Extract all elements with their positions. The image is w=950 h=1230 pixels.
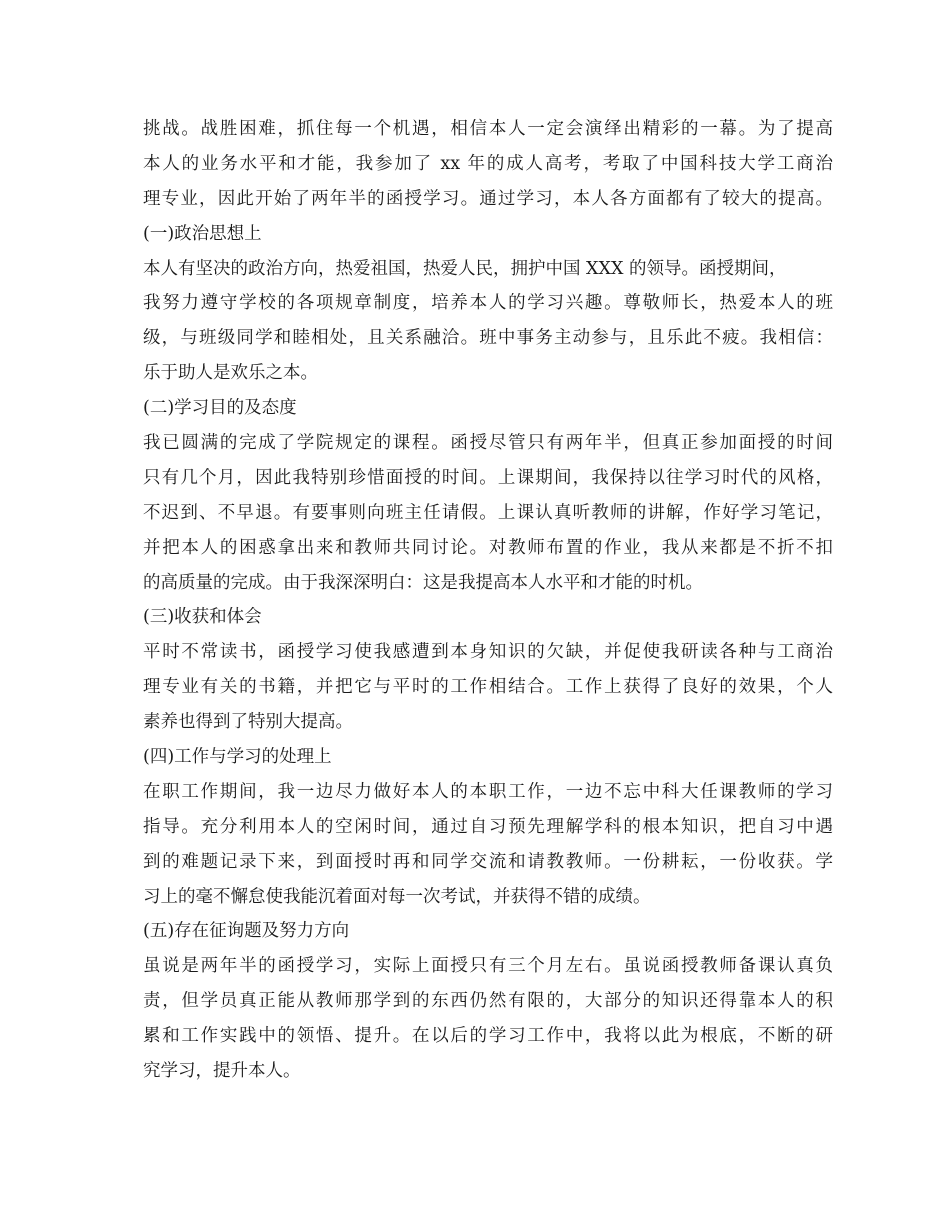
text-line: 究学习，提升本人。	[143, 1061, 301, 1082]
section-heading-gains: (三)收获和体会	[143, 607, 262, 628]
section-heading-work-study: (四)工作与学习的处理上	[143, 747, 332, 768]
text-line: 到的难题记录下来，到面授时再和同学交流和请教教师。一份耕耘，一份收获。学	[143, 851, 833, 872]
text-line: 习上的毫不懈怠使我能沉着面对每一次考试，并获得不错的成绩。	[143, 886, 651, 907]
text-line: 不迟到、不早退。有要事则向班主任请假。上课认真听教师的讲解，作好学习笔记，	[143, 502, 833, 523]
text-line: 责，但学员真正能从教师那学到的东西仍然有限的，大部分的知识还得靠本人的积	[143, 991, 833, 1012]
text-line: 本人有坚决的政治方向，热爱祖国，热爱人民，拥护中国 XXX 的领导。函授期间，	[143, 258, 787, 279]
section-heading-study-attitude: (二)学习目的及态度	[143, 398, 297, 419]
text-line: 理专业有关的书籍，并把它与平时的工作相结合。工作上获得了良好的效果，个人	[143, 677, 833, 698]
text-line: 的高质量的完成。由于我深深明白：这是我提高本人水平和才能的时机。	[143, 572, 703, 593]
text-line: 我已圆满的完成了学院规定的课程。函授尽管只有两年半，但真正参加面授的时间	[143, 433, 833, 454]
text-line: 指导。充分利用本人的空闲时间，通过自习预先理解学科的根本知识，把自习中遇	[143, 816, 833, 837]
section-heading-problems: (五)存在征询题及努力方向	[143, 921, 350, 942]
text-line: 在职工作期间，我一边尽力做好本人的本职工作，一边不忘中科大任课教师的学习	[143, 781, 833, 802]
document-body	[143, 112, 833, 1089]
text-line: 理专业，因此开始了两年半的函授学习。通过学习，本人各方面都有了较大的提高。	[143, 188, 833, 209]
text-line: 级，与班级同学和睦相处，且关系融洽。班中事务主动参与，且乐此不疲。我相信：	[143, 328, 833, 349]
text-line: 并把本人的困惑拿出来和教师共同讨论。对教师布置的作业，我从来都是不折不扣	[143, 537, 833, 558]
text-line: 我努力遵守学校的各项规章制度，培养本人的学习兴趣。尊敬师长，热爱本人的班	[143, 293, 833, 314]
text-line: 平时不常读书，函授学习使我感遭到本身知识的欠缺，并促使我研读各种与工商治	[143, 642, 833, 663]
text-line: 挑战。战胜困难，抓住每一个机遇，相信本人一定会演绎出精彩的一幕。为了提高	[143, 119, 833, 139]
section-heading-politics: (一)政治思想上	[143, 223, 262, 244]
text-line: 本人的业务水平和才能，我参加了 xx 年的成人高考，考取了中国科技大学工商治	[143, 153, 833, 174]
text-line: 只有几个月，因此我特别珍惜面授的时间。上课期间，我保持以往学习时代的风格，	[143, 467, 833, 488]
text-line: 素养也得到了特别大提高。	[143, 712, 353, 733]
text-line: 累和工作实践中的领悟、提升。在以后的学习工作中，我将以此为根底，不断的研	[143, 1026, 833, 1047]
text-line: 虽说是两年半的函授学习，实际上面授只有三个月左右。虽说函授教师备课认真负	[143, 956, 833, 977]
text-line: 乐于助人是欢乐之本。	[143, 363, 318, 384]
